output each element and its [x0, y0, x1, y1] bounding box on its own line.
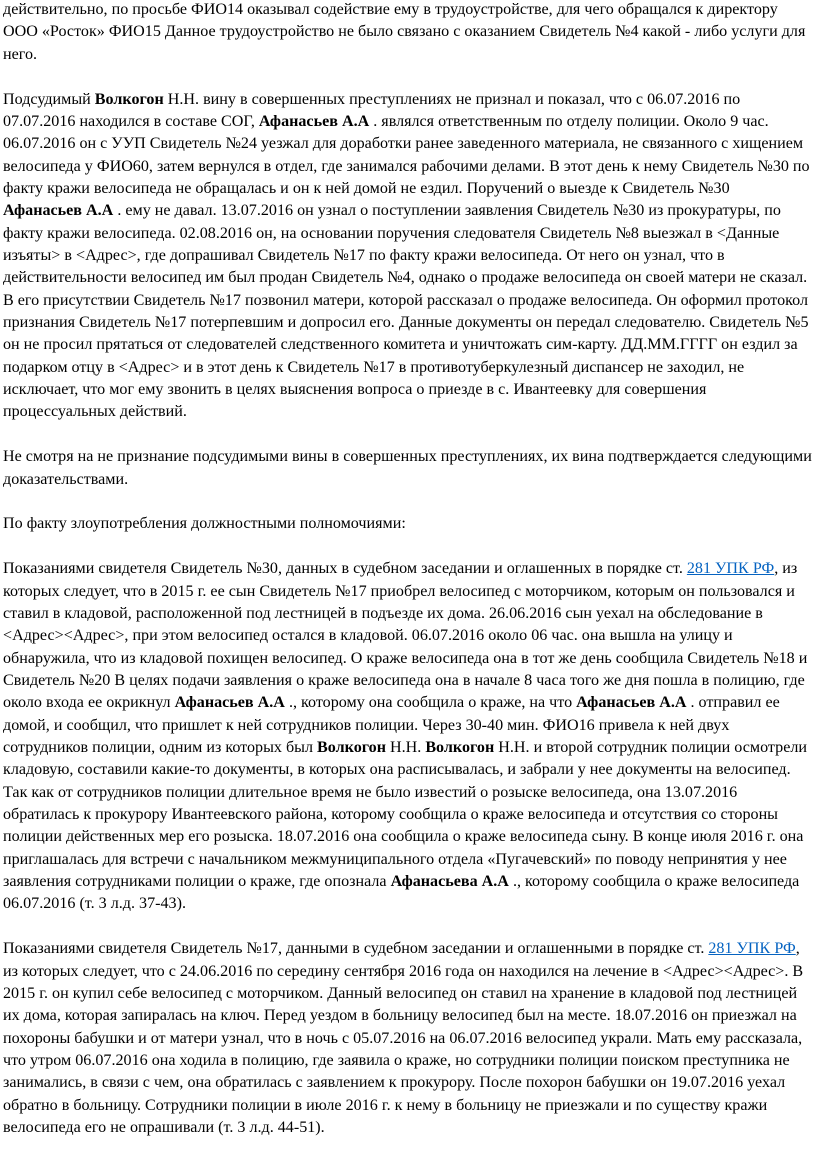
- text-run: Н.Н. и второй сотрудник полиции осмотрели кладовую, составили какие-то документы, в которых она расписывалась, и забрали у нее документы на велосипед. Так как от сотрудников полиции длительное время не было известий о розыске велосипеда, она 13.07.2016 обратилась к прокурору Ивантеевского района, которому сообщила о краже велосипеда и отсутствия со стороны полиции действенных мер его розыска. 18.07.2016 она сообщила о краже велосипеда сыну. В конце июля 2016 г. она приглашалась для встречи с начальником межмуниципального отдела «Пугачевский» по поводу непринятия у нее заявления сотрудниками полиции о краже, где опознала: [3, 738, 807, 891]
- text-run: ., которому она сообщила о краже, на что: [284, 694, 577, 712]
- text-run: действительно, по просьбе ФИО14 оказывал содействие ему в трудоустройстве, для чего обращался к директору ООО «Росток» ФИО15 Данное трудоустройство не было связано с оказанием Свидетель №4 какой - либо услуги для него.: [3, 1, 806, 63]
- text-run: Подсудимый: [3, 90, 95, 108]
- text-run: Показаниями свидетеля Свидетель №30, данных в судебном заседании и оглашенных в порядке ст.: [3, 560, 687, 578]
- text-run: Н.Н. вину в совершенных преступлениях не признал и показал, что с 06.07.2016 по 07.07.2016 находился в составе СОГ,: [3, 90, 741, 130]
- bold-name: Афанасьев А.А: [3, 202, 114, 220]
- bold-name: Волкогон: [425, 738, 495, 756]
- bold-name: Волкогон: [317, 738, 386, 756]
- text-run: . отправил ее домой, и сообщил, что пришлет к ней сотрудников полиции. Через 30-40 мин. ФИО16 привела к ней двух сотрудников полиции, одним из которых был: [3, 694, 780, 756]
- paragraph-4-heading: [3, 513, 812, 535]
- bold-name: Афанасьев А.А: [258, 112, 370, 130]
- law-reference-link[interactable]: 281 УПК РФ: [708, 940, 796, 958]
- text-run: , из которых следует, что в 2015 г. ее сын Свидетель №17 приобрел велосипед с моторчиком, которым он пользовался и ставил в кладовой, расположенной под лестницей в подъезде их дома. 26.06.2016 сын уехал на обследование в <Адрес><Адрес>, при этом велосипед остался в кладовой. 06.07.2016 около 06 час. она вышла на улицу и обнаружила, что из кладовой похищен велосипед. О краже велосипеда она в тот же день сообщила Свидетель №18 и Свидетель №20 В целях подачи заявления о краже велосипеда она в начале 8 часа того же дня пошла в полицию, где около входа ее окрикнул: [3, 560, 808, 712]
- text-run: Показаниями свидетеля Свидетель №17, данными в судебном заседании и оглашенными в порядке ст.: [3, 940, 709, 958]
- paragraph-6: [3, 938, 812, 1139]
- bold-name: Афанасьев А.А: [576, 694, 687, 712]
- paragraph-2: [3, 89, 812, 424]
- text-run: Н.Н.: [385, 738, 426, 756]
- text-run: . являлся ответственным по отделу полиции. Около 9 час. 06.07.2016 он с УУП Свидетель №24 уезжал для доработки ранее заведенного материала, не связанного с хищением велосипеда у ФИО60, затем вернулся в отдел, где занимался рабочими делами. В этот день к нему Свидетель №30 по факту кражи велосипеда не обращалась и он к ней домой не ездил. Поручений о выезде к Свидетель №30: [3, 112, 810, 197]
- text-run: ., которому сообщила о краже велосипеда 06.07.2016 (т. 3 л.д. 37-43).: [3, 873, 800, 913]
- bold-name: Афанасьева А.А: [390, 873, 509, 891]
- bold-name: Афанасьев А.А: [174, 694, 285, 712]
- paragraph-1: [3, 0, 812, 66]
- paragraph-3: [3, 446, 812, 491]
- text-run: , из которых следует, что с 24.06.2016 по середину сентября 2016 года он находился на лечение в <Адрес><Адрес>. В 2015 г. он купил себе велосипед с моторчиком. Данный велосипед он ставил на хранение в кладовой под лестницей их дома, которая запиралась на ключ. Перед уездом в больницу велосипед был на месте. 18.07.2016 он приезжал на похороны бабушки и от матери узнал, что в ночь с 05.07.2016 на 06.07.2016 велосипед украли. Мать ему рассказала, что утром 06.07.2016 она ходила в полицию, где заявила о краже, но сотрудники полиции поиском преступника не занимались, в связи с чем, она обратилась с заявлением к прокурору. После похорон бабушки он 19.07.2016 уехал обратно в больницу. Сотрудники полиции в июле 2016 г. к нему в больницу не приезжали и по существу кражи велосипеда его не опрашивали (т. 3 л.д. 44-51).: [3, 940, 804, 1136]
- text-run: По факту злоупотребления должностными полномочиями:: [3, 515, 406, 533]
- text-run: Не смотря на не признание подсудимыми вины в совершенных преступлениях, их вина подтверждается следующими доказательствами.: [3, 448, 812, 488]
- paragraph-5: [3, 558, 812, 916]
- text-run: . ему не давал. 13.07.2016 он узнал о поступлении заявления Свидетель №30 из прокуратуры, по факту кражи велосипеда. 02.08.2016 он, на основании поручения следователя Свидетель №8 выезжал в <Данные изъяты> в <Адрес>, где допрашивал Свидетель №17 по факту кражи велосипеда. От него он узнал, что в действительности велосипед им был продан Свидетель №4, однако о продаже велосипеда он своей матери не сказал. В его присутствии Свидетель №17 позвонил матери, которой рассказал о продаже велосипеда. Он оформил протокол признания Свидетель №17 потерпевшим и допросил его. Данные документы он передал следователю. Свидетель №5 он не просил прятаться от следователей следственного комитета и уничтожать сим-карту. ДД.ММ.ГГГГ он ездил за подарком отцу в <Адрес> и в этот день к Свидетель №17 в противотуберкулезный диспансер не заходил, не исключает, что мог ему звонить в целях выяснения вопроса о приезде в с. Ивантеевку для совершения процессуальных действий.: [3, 202, 809, 421]
- law-reference-link[interactable]: 281 УПК РФ: [686, 560, 775, 578]
- bold-name: Волкогон: [94, 90, 164, 108]
